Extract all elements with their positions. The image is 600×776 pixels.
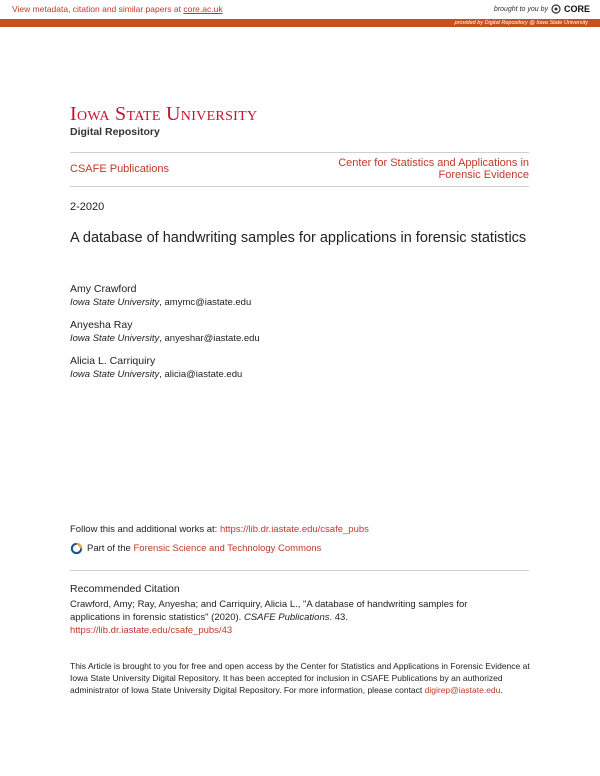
repository-name: Digital Repository [70,126,160,138]
commons-network-icon [70,542,83,555]
citation-number: . 43. [329,612,348,623]
citation-heading: Recommended Citation [70,583,180,595]
provided-by-strip [0,19,600,27]
top-bar [0,0,600,19]
metadata-text: View metadata, citation and similar papers at [12,4,184,14]
core-link[interactable]: core.ac.uk [183,4,223,14]
divider [70,570,529,571]
author-affiliation: Iowa State University [70,333,160,344]
part-of-text: Part of the [87,543,134,554]
author-email[interactable]: , anyeshar@iastate.edu [159,333,260,344]
author-name: Amy Crawford [70,283,137,295]
isu-logo[interactable] [70,103,257,138]
commons-link[interactable]: Forensic Science and Technology Commons [133,543,322,554]
contact-email-link[interactable]: digirep@iastate.edu [424,685,501,695]
part-of-line [70,542,321,555]
citation-link[interactable]: https://lib.dr.iastate.edu/csafe_pubs/43 [70,625,233,636]
access-notice [70,660,530,696]
collection-link-center[interactable]: Center for Statistics and Applications in Forensic Evidence [338,157,529,181]
brought-by-text: brought to you by [493,5,548,13]
publication-date: 2-2020 [70,201,105,213]
author-name: Alicia L. Carriquiry [70,355,156,367]
divider [70,186,529,187]
university-name: Iowa State University [70,103,258,125]
follow-line [70,524,369,535]
author-email[interactable]: , amymc@iastate.edu [159,297,252,308]
author-entry [70,283,251,309]
divider [70,152,529,153]
author-entry [70,355,242,381]
article-title: A database of handwriting samples for applications in forensic statistics [70,230,527,246]
author-email[interactable]: , alicia@iastate.edu [159,369,243,380]
core-label: CORE [563,4,590,14]
notice-end: . [500,685,503,695]
core-logo-icon [551,4,561,14]
citation-series: CSAFE Publications [243,612,330,623]
core-badge[interactable] [494,4,590,14]
author-name: Anyesha Ray [70,319,133,331]
follow-text: Follow this and additional works at: [70,524,220,535]
citation-body [70,598,510,637]
author-affiliation: Iowa State University [70,369,160,380]
author-entry [70,319,260,345]
collection-link-csafe[interactable]: CSAFE Publications [70,163,170,175]
follow-link[interactable]: https://lib.dr.iastate.edu/csafe_pubs [219,524,369,535]
citation-text: Crawford, Amy; Ray, Anyesha; and Carriquiry, Alicia L., "A database of handwriting samples for applications in forensic statistics" (2020). [70,599,468,623]
provided-by-text: provided by Digital Repository @ Iowa State University [454,20,588,26]
author-affiliation: Iowa State University [70,297,160,308]
notice-text: This Article is brought to you for free and open access by the Center for Statistics and Applications in Forensic Evidence at Iowa State University Digital Repository. It has been accepted for inclusion in CSAFE Publications by an authorized administrator of Iowa State University Digital Repository. For more information, please contact [70,661,530,695]
metadata-notice [12,4,223,14]
